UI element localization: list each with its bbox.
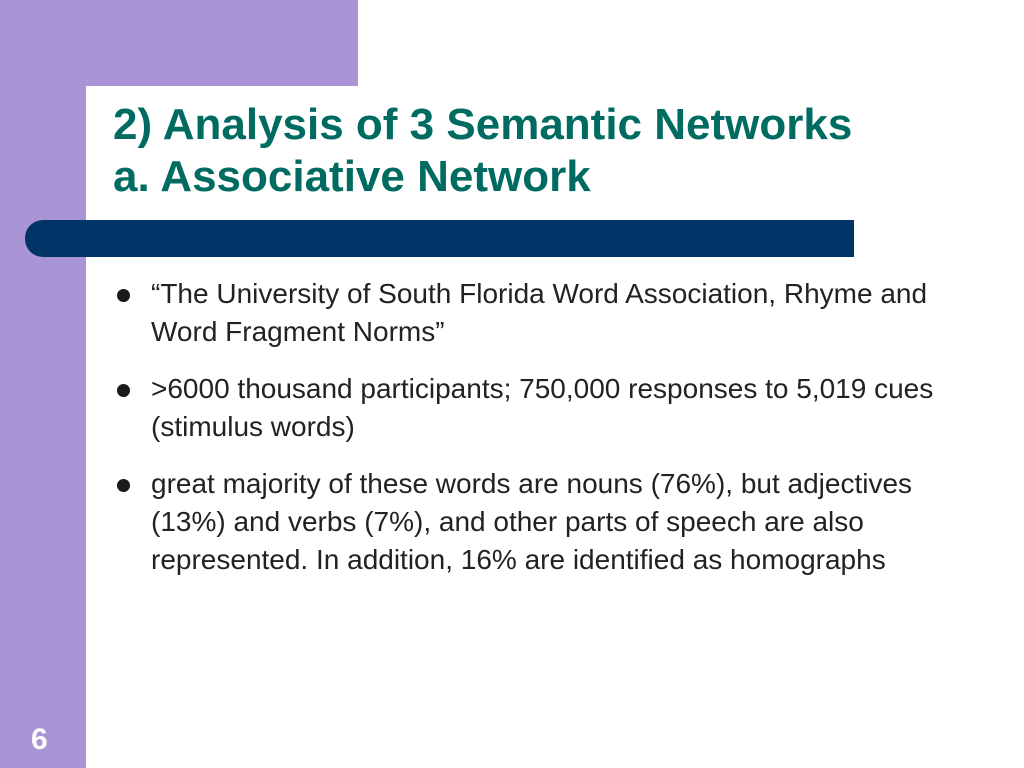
bullet-text: great majority of these words are nouns (76%), but adjectives (13%) and verbs (7%), and other parts of speech are also represented. In addition, 16% are identified as homographs <box>151 468 913 575</box>
bullet-item <box>113 465 973 579</box>
top-accent-band <box>0 0 358 86</box>
slide-title <box>113 99 993 203</box>
bullet-dot-icon <box>117 479 130 492</box>
bullet-item <box>113 370 973 446</box>
bullet-dot-icon <box>117 289 130 302</box>
slide-title-line-1: 2) Analysis of 3 Semantic Networks <box>113 100 853 149</box>
bullet-text: >6000 thousand participants; 750,000 responses to 5,019 cues (stimulus words) <box>151 373 934 442</box>
left-accent-band <box>0 0 86 768</box>
bullet-dot-icon <box>117 384 130 397</box>
bullet-text: “The University of South Florida Word Association, Rhyme and Word Fragment Norms” <box>151 278 928 347</box>
bullet-item <box>113 275 973 351</box>
page-number: 6 <box>31 723 48 756</box>
slide-title-line-2: a. Associative Network <box>113 152 591 201</box>
bullet-list <box>113 275 973 598</box>
title-divider-bar <box>25 220 854 257</box>
